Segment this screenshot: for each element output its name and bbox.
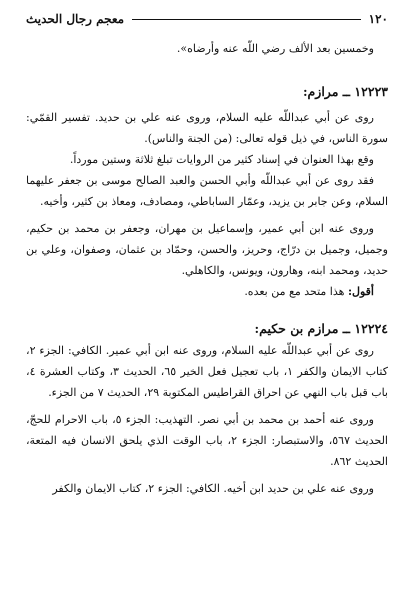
entry-paragraph: وروى عنه أحمد بن محمد بن أبي نصر. التهذيب: الجزء ٥، باب الاحرام للحجّ، الحديث ٥٦٧، والاستبصار: الجزء ٢، باب الوقت الذي يلحق الانسان فيه المتعة، الحديث ٨٦٢.: [26, 413, 388, 468]
entry-heading: ١٢٢٢٤ ــ مرازم بن حكيم:: [254, 321, 388, 336]
entry-paragraph: وقع بهذا العنوان في إسناد كثير من الروايات تبلغ ثلاثة وستين مورداً.: [69, 153, 374, 166]
entry-note: [26, 281, 388, 302]
entry-paragraph: فقد روى عن أبي عبداللّه وأبي الحسن والعبد الصالح موسى بن جعفر عليهما السلام، وعن جابر بن يزيد، وعمّار الساباطي، ومصادف، ومعاذ بن كثير، وأخيه.: [26, 174, 388, 208]
entry-marazim: [26, 81, 388, 302]
entry-paragraph: روى عن أبي عبداللّه عليه السلام، وروى عنه ابن أبي عمير. الكافي: الجزء ٢، كتاب الايمان والكفر ١، باب تعجيل فعل الخير ٦٥، الحديث ٣، وكتاب العشرة ٤، باب قبل باب النهي عن احراق القراطيس المكتوبة ٢٩، الحديث ٧ من الجزء.: [26, 344, 388, 399]
intro-line: وخمسين بعد الألف رضي اللّه عنه وأرضاه».: [176, 42, 374, 55]
entry-paragraph: وروى عنه ابن أبي عمير، وإسماعيل بن مهران، وجعفر بن محمد بن حكيم، وجميل، وجميل بن درّاج، وحريز، والحسن، وحمّاد بن عثمان، وصفوان، وعلي بن حديد، ومحمد ابنه، وهارون، ويونس، والكاهلي.: [26, 222, 388, 277]
book-title: معجم رجال الحديث: [26, 12, 125, 26]
page-number: ١٢٠: [368, 12, 388, 26]
note-label: أقول:: [347, 285, 374, 298]
entry-paragraph: روى عن أبي عبداللّه عليه السلام، وروى عنه علي بن حديد. تفسير القمّي: سورة الناس، في ذيل قوله تعالى: (من الجنة والناس).: [26, 111, 388, 145]
running-header: [26, 10, 388, 28]
entry-heading: ١٢٢٢٣ ــ مرازم:: [302, 84, 388, 99]
entry-marazim-bin-hakim: [26, 318, 388, 499]
header-rule: [132, 19, 361, 20]
note-text: هذا متحد مع من بعده.: [244, 285, 345, 298]
entry-paragraph: وروى عنه علي بن حديد ابن أخيه. الكافي: الجزء ٢، كتاب الايمان والكفر: [52, 482, 374, 495]
